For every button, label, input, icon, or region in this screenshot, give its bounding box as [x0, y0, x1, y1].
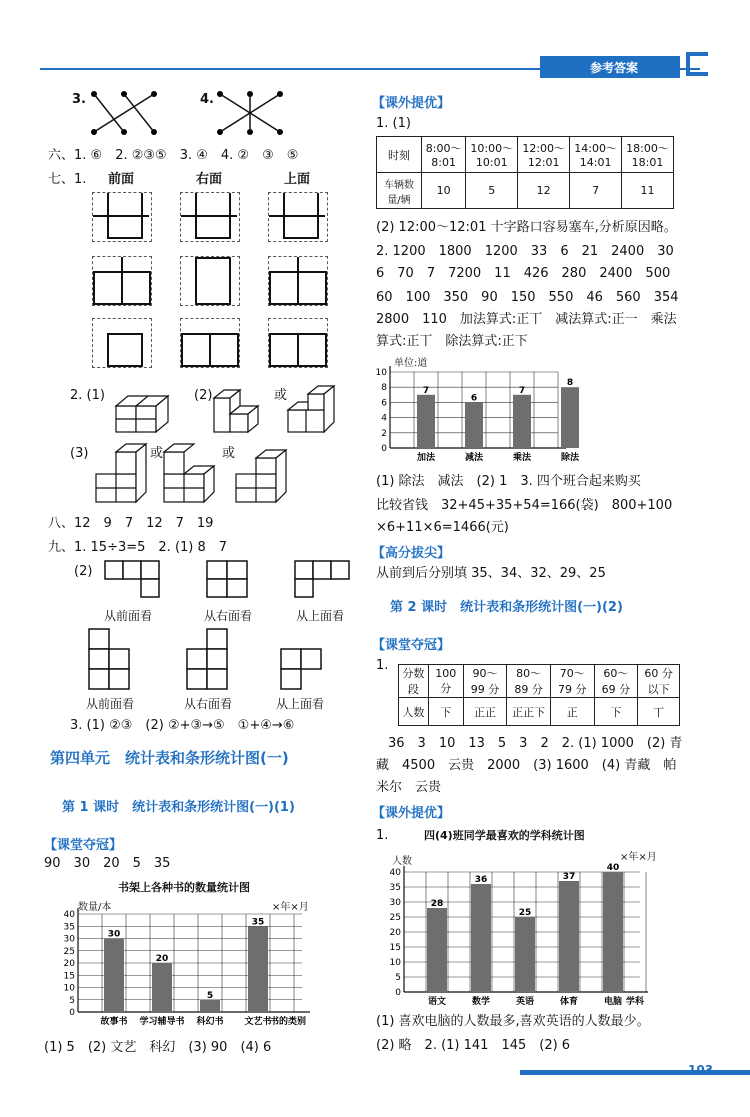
table-cell: 11	[622, 173, 674, 209]
category-label: 文艺书	[244, 1017, 272, 1027]
matching-diagram-3	[88, 88, 160, 138]
cube-figure	[286, 384, 346, 436]
or-label: 或	[274, 388, 288, 403]
tick-label: 4	[381, 413, 387, 424]
chart-ylabel: 数量/本	[78, 902, 112, 913]
category-label: 减法	[464, 453, 484, 463]
header-label: 参考答案	[590, 61, 639, 75]
cube-figure	[212, 384, 272, 436]
text-line: (1) 喜欢电脑的人数最多,喜欢英语的人数最少。	[376, 1014, 650, 1029]
caption-right: 从右面看	[204, 609, 253, 623]
section-tag-classroom: 【课堂夺冠】	[44, 838, 123, 853]
section-tag-classroom: 【课堂夺冠】	[372, 638, 451, 653]
view-grid	[180, 256, 240, 306]
caption-top: 从上面看	[276, 697, 325, 711]
category-label: 英语	[515, 997, 535, 1007]
data-label: 28	[430, 899, 444, 909]
category-label: 科幻书	[196, 1017, 224, 1027]
bar	[561, 387, 579, 448]
category-label: 电脑	[603, 997, 623, 1007]
bar	[427, 908, 447, 992]
view-grid	[92, 256, 152, 306]
bar	[417, 395, 435, 448]
data-label: 30	[107, 929, 121, 940]
tick-label: 6	[381, 398, 387, 409]
view-grid	[268, 256, 328, 306]
table-cell: 5	[466, 173, 518, 209]
bar	[104, 939, 124, 1013]
q1-label: 1. (1)	[376, 116, 411, 131]
view-shape	[186, 628, 232, 692]
bar	[152, 963, 172, 1012]
bar	[515, 917, 535, 992]
tick-label: 8	[381, 383, 387, 394]
text-line: 2. 1200 1800 1200 33 6 21 2400 30	[376, 244, 674, 259]
chart-ylabel: 单位:道	[394, 358, 428, 369]
cube-figure	[94, 440, 154, 506]
data-label: 6	[470, 393, 478, 404]
text-line: 60 100 350 90 150 550 46 560 354	[376, 290, 679, 305]
table-cell: 下	[594, 698, 638, 726]
text-line: 36 3 10 13 5 3 2 2. (1) 1000 (2) 青	[388, 736, 683, 751]
text-line: (2) 略 2. (1) 141 145 (2) 6	[376, 1038, 571, 1053]
table-cell: 10:00～ 10:01	[466, 137, 518, 173]
data-label: 35	[251, 917, 265, 928]
table-cell: 12:00～ 12:01	[518, 137, 570, 173]
bar	[513, 395, 531, 448]
view-top-label: 上面	[284, 172, 311, 187]
data-label: 40	[606, 863, 620, 873]
caption-front: 从前面看	[86, 697, 135, 711]
section-eight: 八、12 9 7 12 7 19	[48, 516, 214, 531]
data-label: 7	[422, 385, 430, 396]
tick-label: 0	[395, 988, 401, 998]
bar	[603, 872, 623, 992]
data-label: 37	[562, 872, 576, 882]
cube-figure	[234, 440, 294, 506]
tick-label: 40	[63, 910, 75, 920]
text-line: 算式:正丅 除法算式:正下	[376, 334, 528, 349]
table-cell: 14:00～ 14:01	[570, 137, 622, 173]
tick-label: 20	[63, 959, 75, 969]
view-shape	[88, 628, 134, 692]
tick-label: 25	[63, 946, 75, 957]
table-cell: 8:00～ 8:01	[422, 137, 466, 173]
table-cell: 车辆数量/辆	[377, 173, 422, 209]
view-grid	[92, 318, 152, 368]
page-number: 103	[688, 1063, 714, 1077]
cube-figure	[162, 440, 222, 506]
data-label: 5	[206, 990, 214, 1001]
bar	[200, 1000, 220, 1012]
footer-rule	[520, 1070, 750, 1075]
table-cell: 时刻	[377, 137, 422, 173]
bar	[465, 402, 483, 448]
caption-front: 从前面看	[104, 609, 153, 623]
traffic-table	[376, 136, 674, 209]
chart-date: ×年×月	[620, 852, 657, 863]
text-line: 比较省钱 32+45+35+54=166(袋) 800+100	[376, 498, 673, 513]
category-label: 学习辅导书	[139, 1017, 185, 1027]
section-tag-extra: 【课外提优】	[372, 96, 451, 111]
q3-label: 3.	[72, 92, 86, 107]
tick-label: 35	[389, 883, 401, 893]
table-cell: 分数段	[399, 665, 429, 698]
table-cell: 80～89 分	[507, 665, 551, 698]
tick-label: 0	[381, 444, 387, 454]
section-nine: 九、1. 15÷3=5 2. (1) 8 7	[48, 540, 228, 555]
caption-top: 从上面看	[296, 609, 345, 623]
tick-label: 20	[389, 928, 401, 938]
category-label: 加法	[416, 453, 436, 463]
view-grid	[180, 318, 240, 368]
tick-label: 0	[69, 1008, 75, 1018]
text-line: 2800 110 加法算式:正丅 减法算式:正一 乘法	[376, 312, 677, 327]
table-cell: 12	[518, 173, 570, 209]
table-cell: 90～99 分	[463, 665, 507, 698]
table-cell: 正	[550, 698, 594, 726]
tick-label: 10	[375, 368, 387, 378]
x-axis-label: 学科	[625, 997, 644, 1007]
lesson2-title: 第 2 课时 统计表和条形统计图(一)(2)	[390, 600, 623, 615]
tick-label: 30	[63, 934, 75, 945]
q2-label: 2. (1)	[70, 388, 105, 403]
table-cell: 10	[422, 173, 466, 209]
view-shape	[294, 560, 354, 604]
score-table	[398, 664, 680, 726]
chart-date: ×年×月	[272, 902, 309, 913]
q2-2-label: (2)	[194, 388, 213, 403]
tick-label: 2	[381, 428, 387, 439]
table-cell: 7	[570, 173, 622, 209]
data-label: 36	[474, 875, 488, 885]
view-shape	[206, 560, 252, 604]
table-cell: 下	[428, 698, 463, 726]
or-label: 或	[150, 446, 164, 461]
view-shape	[280, 648, 326, 692]
section-tag-extra: 【课外提优】	[372, 806, 451, 821]
tick-label: 15	[389, 943, 401, 953]
section-six: 六、1. ⑥ 2. ②③⑤ 3. ④ 4. ② ③ ⑤	[48, 148, 299, 163]
category-label: 语文	[427, 997, 447, 1007]
text-line: 藏 4500 云贵 2000 (3) 1600 (4) 青藏 帕	[376, 758, 677, 773]
data-label: 7	[518, 385, 526, 396]
tick-label: 5	[395, 973, 401, 983]
text-line: (2) 12:00～12:01 十字路口容易塞车,分析原因略。	[376, 220, 677, 235]
view-shape	[104, 560, 164, 604]
table-cell: 60 分以下	[638, 665, 680, 698]
category-label: 体育	[559, 997, 579, 1007]
tick-label: 25	[389, 913, 401, 923]
lesson1-title: 第 1 课时 统计表和条形统计图(一)(1)	[62, 800, 295, 815]
section-seven: 七、1.	[48, 172, 87, 187]
nine-2-label: (2)	[74, 564, 93, 579]
or-label: 或	[222, 446, 236, 461]
unit-title: 第四单元 统计表和条形统计图(一)	[50, 749, 289, 767]
q3-sub-label: (3)	[70, 446, 89, 461]
x-axis-label: 书的类别	[269, 1017, 306, 1027]
q1b-label: 1.	[376, 658, 389, 673]
table-cell: 18:00～ 18:01	[622, 137, 674, 173]
header-logo-icon	[686, 52, 708, 76]
view-right-label: 右面	[196, 172, 223, 187]
data-label: 20	[155, 954, 169, 964]
view-grid	[268, 192, 328, 242]
bar	[248, 926, 268, 1012]
category-label: 乘法	[512, 453, 532, 463]
tick-label: 30	[389, 898, 401, 908]
tick-label: 40	[389, 868, 401, 878]
subjects-bar-chart	[370, 862, 670, 1012]
data-label: 8	[566, 378, 574, 389]
section-tag-gaofen: 【高分拔尖】	[372, 546, 451, 561]
q1c-label: 1.	[376, 828, 389, 843]
category-label: 除法	[560, 453, 580, 463]
table-cell: 正正	[463, 698, 507, 726]
tick-label: 10	[63, 983, 75, 994]
table-cell: 70～79 分	[550, 665, 594, 698]
answers-line: (1) 5 (2) 文艺 科幻 (3) 90 (4) 6	[44, 1040, 272, 1055]
table-cell: 100 分	[428, 665, 463, 698]
table-cell: 丅	[638, 698, 680, 726]
tick-label: 10	[389, 958, 401, 968]
nine-3: 3. (1) ②③ (2) ②+③→⑤ ①+④→⑥	[70, 718, 295, 733]
view-grid	[180, 192, 240, 242]
chart-title: 书架上各种书的数量统计图	[118, 881, 250, 894]
category-label: 数学	[471, 997, 491, 1007]
cube-figure	[114, 384, 184, 436]
chart-ylabel: 人数	[392, 856, 412, 867]
q4-label: 4.	[200, 92, 214, 107]
tick-label: 15	[63, 971, 75, 982]
text-line: 6 70 7 7200 11 426 280 2400 500	[376, 266, 671, 281]
category-label: 故事书	[100, 1017, 128, 1027]
bar	[559, 881, 579, 992]
nums-line: 90 30 20 5 35	[44, 856, 171, 871]
ops-bar-chart	[372, 364, 580, 464]
matching-diagram-4	[214, 88, 286, 138]
view-front-label: 前面	[108, 172, 135, 187]
view-grid	[268, 318, 328, 368]
books-bar-chart	[60, 908, 350, 1032]
text-line: ×6+11×6=1466(元)	[376, 520, 509, 535]
bar	[471, 884, 491, 992]
tick-label: 5	[69, 995, 75, 1006]
tick-label: 35	[63, 922, 75, 933]
table-cell: 正正下	[507, 698, 551, 726]
text-line: 米尔 云贵	[376, 780, 442, 795]
chart-title: 四(4)班同学最喜欢的学科统计图	[424, 829, 585, 842]
text-line: 从前到后分别填 35、34、32、29、25	[376, 566, 606, 581]
view-grid	[92, 192, 152, 242]
table-cell: 人数	[399, 698, 429, 726]
text-line: (1) 除法 减法 (2) 1 3. 四个班合起来购买	[376, 474, 641, 489]
caption-right: 从右面看	[184, 697, 233, 711]
data-label: 25	[518, 908, 532, 918]
table-cell: 60～69 分	[594, 665, 638, 698]
